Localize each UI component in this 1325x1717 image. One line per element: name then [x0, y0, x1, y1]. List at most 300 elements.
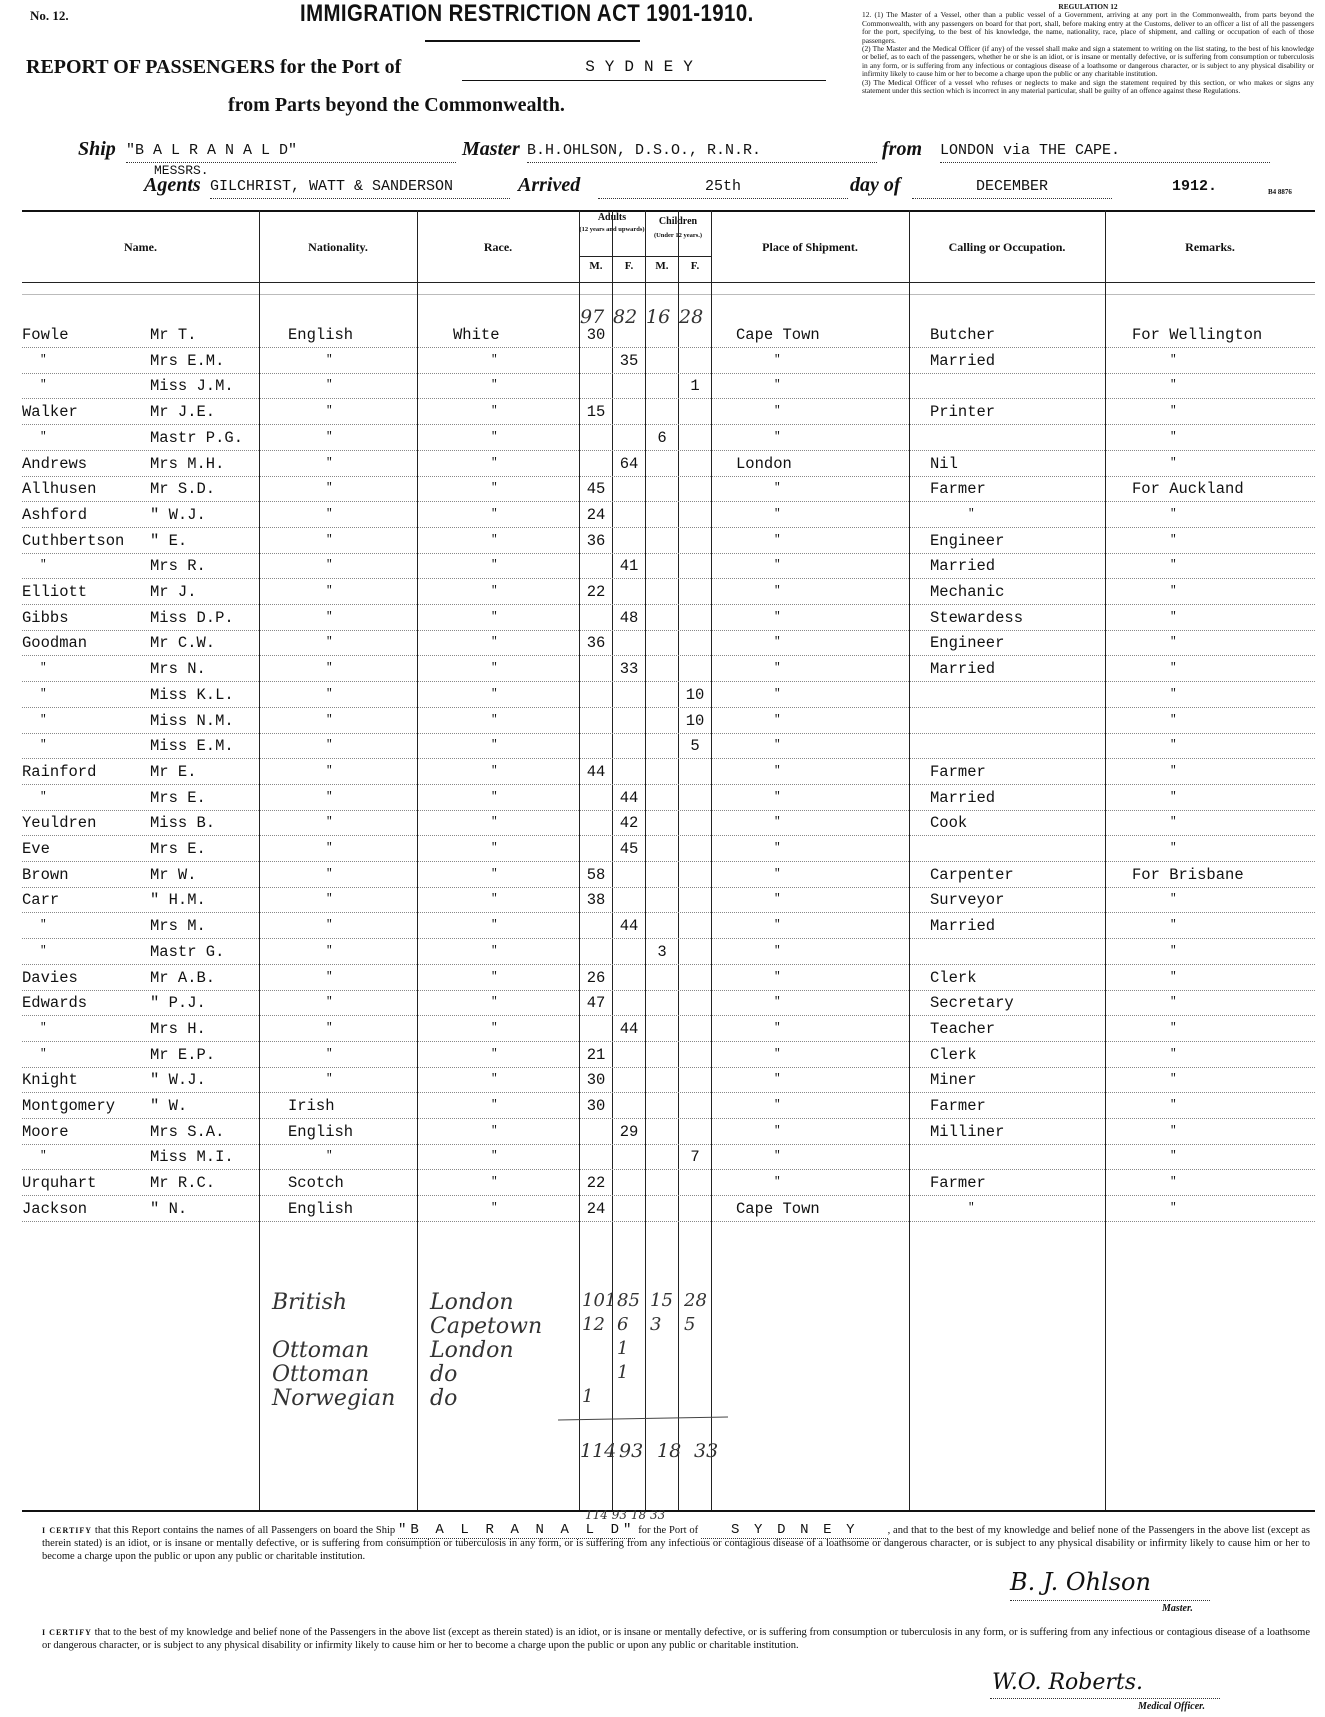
regulations-block [862, 3, 1314, 95]
col-header-race: Race. [483, 240, 513, 254]
passenger-place-of-shipment: " [774, 687, 781, 700]
passenger-place-of-shipment: " [774, 610, 781, 623]
table-row [22, 863, 1315, 888]
passenger-place-of-shipment: " [774, 867, 781, 880]
passenger-adult-female-age: 35 [619, 351, 639, 370]
passenger-surname: " [40, 662, 47, 675]
regulation-clause-1: 12. (1) The Master of a Vessel, other than a public vessel of a Government, arriving at any port in the Commonwealth, from parts beyond the Commonwealth, with any passengers on board for that port, shall, before making entry at the Customs, deliver to an officer a list of all the passengers for the port, specifying, to the best of his knowledge, the name, nationality, race, place of shipment, and calling or occupation of each of those passengers. [862, 10, 1314, 45]
summary-adult-male: 12 [582, 1314, 605, 1335]
passenger-child-female-age: 5 [690, 737, 700, 756]
table-row [22, 966, 1315, 991]
passenger-adult-female-age: 33 [619, 660, 639, 679]
passenger-adult-male-age: 36 [586, 634, 606, 653]
tally-top-am: 97 [580, 306, 605, 328]
passenger-given-name: " W.J. [150, 505, 206, 524]
passenger-given-name: Miss D.P. [150, 608, 234, 627]
agents-prefix: MESSRS. [154, 163, 209, 178]
regulations-heading: REGULATION 12 [1058, 2, 1118, 11]
ship-name: "B A L R A N A L D" [126, 142, 456, 163]
table-row [22, 426, 1315, 451]
passenger-surname: " [40, 713, 47, 726]
passenger-remarks: " [1170, 944, 1177, 957]
passenger-surname: " [40, 430, 47, 443]
col-header-children: Children [658, 216, 698, 227]
passenger-given-name: Mrs E. [150, 788, 206, 807]
passenger-race: " [491, 1099, 498, 1111]
agents-value: GILCHRIST, WATT & SANDERSON [210, 178, 510, 199]
passenger-given-name: Mrs M.H. [150, 454, 225, 473]
passenger-surname: " [40, 687, 47, 700]
master-caption: Master. [1162, 1603, 1193, 1614]
passenger-adult-female-age: 29 [619, 1122, 639, 1141]
table-row [22, 503, 1315, 528]
passenger-race: " [491, 405, 498, 418]
passenger-place-of-shipment: " [774, 430, 781, 443]
master-name: B.H.OHLSON, D.S.O., R.N.R. [527, 142, 877, 163]
master-signature: B. J. Ohlson [1010, 1568, 1151, 1596]
passenger-race: " [491, 1201, 498, 1214]
passenger-occupation: Milliner [930, 1122, 1005, 1141]
passenger-adult-male-age: 44 [586, 762, 606, 781]
passenger-nationality: Scotch [288, 1174, 344, 1193]
report-title: REPORT OF PASSENGERS for the Port of [26, 56, 402, 78]
passenger-race: " [491, 739, 498, 752]
table-row [22, 811, 1315, 836]
passenger-child-male-age: 6 [657, 428, 667, 447]
medical-caption: Medical Officer. [1138, 1701, 1206, 1712]
passenger-place-of-shipment: " [774, 713, 781, 726]
passenger-place-of-shipment: " [774, 893, 781, 906]
passenger-given-name: Mr A.B. [150, 968, 216, 987]
passenger-adult-male-age: 30 [586, 326, 606, 344]
summary-nationality: Ottoman [272, 1362, 370, 1387]
total-cm: 18 [657, 1440, 682, 1462]
passenger-race: " [491, 1021, 498, 1034]
summary-adult-female: 1 [617, 1362, 629, 1383]
passenger-nationality: " [326, 1047, 333, 1060]
summary-place: do [430, 1362, 458, 1387]
master-cert-part1: that this Report contains the names of all Passengers on board the Ship [92, 1525, 398, 1536]
year-value: 1912. [1172, 178, 1218, 195]
passenger-nationality: " [326, 482, 333, 495]
summary-adult-female: 85 [617, 1290, 640, 1311]
passenger-occupation: Engineer [930, 634, 1005, 653]
passenger-place-of-shipment: " [774, 507, 781, 520]
passenger-adult-female-age: 64 [619, 454, 639, 473]
passenger-given-name: Miss K.L. [150, 685, 234, 704]
passenger-surname: Urquhart [22, 1174, 97, 1193]
passenger-remarks: " [1170, 610, 1177, 623]
passenger-given-name: " N. [150, 1199, 188, 1218]
master-label: Master [462, 138, 520, 160]
master-cert-part3: , and that to the best of my knowledge and belief none of the Passengers in the above list (except as therein stated) is an idiot, or is insane or mentally defective, or is suffering from consumption or tuberculosis in any form, or is suffering from any infectious or contagious disease of a loathsome or dangerous character, or is subject to any physical disability or infirmity likely to cause him or her to become a charge upon the public or upon any public or charitable institution. [42, 1525, 1310, 1562]
passenger-surname: " [40, 559, 47, 572]
passenger-nationality: " [326, 559, 333, 572]
table-row [22, 1068, 1315, 1093]
passenger-remarks: " [1170, 507, 1177, 520]
table-row [22, 683, 1315, 708]
passenger-race: " [491, 816, 498, 829]
table-row [22, 1171, 1315, 1196]
medical-certificate [42, 1626, 1310, 1652]
passenger-place-of-shipment: " [774, 739, 781, 752]
passenger-place-of-shipment: " [774, 1073, 781, 1086]
passenger-race: " [491, 893, 498, 906]
master-signature-line [1010, 1600, 1210, 1601]
passenger-remarks: " [1170, 1201, 1177, 1214]
passenger-surname: Eve [22, 840, 50, 858]
table-row [22, 709, 1315, 734]
passenger-place-of-shipment: " [774, 1099, 781, 1111]
passenger-race: " [491, 533, 498, 546]
passenger-remarks: " [1170, 559, 1177, 572]
passenger-adult-male-age: 24 [586, 1199, 606, 1218]
passenger-adult-female-age: 44 [619, 917, 639, 936]
col-header-calling: Calling or Occupation. [948, 240, 1066, 254]
passenger-place-of-shipment: " [774, 842, 781, 854]
master-certificate [42, 1524, 1310, 1563]
tally-top-cm: 16 [646, 306, 671, 328]
passenger-adult-male-age: 36 [586, 531, 606, 550]
passenger-given-name: Mr C.W. [150, 634, 216, 653]
passenger-given-name: Miss M.I. [150, 1148, 234, 1167]
passenger-nationality: " [326, 867, 333, 880]
act-title: IMMIGRATION RESTRICTION ACT 1901-1910. [300, 0, 754, 27]
passenger-remarks: " [1170, 533, 1177, 546]
passenger-remarks: For Wellington [1132, 326, 1263, 344]
passenger-place-of-shipment: " [774, 533, 781, 546]
passenger-remarks: " [1170, 430, 1177, 443]
summary-place: London [430, 1290, 514, 1315]
passenger-surname: Cuthbertson [22, 531, 125, 550]
total-am: 114 [580, 1440, 617, 1462]
from-label: from [882, 138, 922, 160]
passenger-occupation: Married [930, 917, 996, 936]
passenger-child-female-age: 10 [685, 711, 705, 730]
passenger-nationality: " [326, 610, 333, 623]
table-row [22, 580, 1315, 605]
passenger-remarks: " [1170, 687, 1177, 700]
master-cert-ship: "B A L R A N A L D" [397, 1522, 636, 1538]
passenger-surname: " [40, 353, 47, 366]
passenger-surname: Walker [22, 403, 78, 422]
passenger-place-of-shipment: " [774, 816, 781, 829]
table-row [22, 529, 1315, 554]
table-row [22, 554, 1315, 579]
passenger-surname: Carr [22, 891, 60, 910]
table-row [22, 374, 1315, 399]
passenger-nationality: English [288, 1199, 354, 1218]
arrived-day: 25th [598, 178, 848, 199]
passenger-surname: Montgomery [22, 1097, 116, 1115]
table-row [22, 477, 1315, 502]
passenger-remarks: " [1170, 764, 1177, 777]
passenger-race: " [491, 1176, 498, 1189]
passenger-surname: Brown [22, 865, 69, 884]
passenger-given-name: Mrs S.A. [150, 1122, 225, 1141]
summary-place: London [430, 1338, 514, 1363]
passenger-adult-male-age: 26 [586, 968, 606, 987]
passenger-nationality: " [326, 662, 333, 675]
passenger-remarks: " [1170, 842, 1177, 854]
passenger-occupation: Married [930, 351, 996, 370]
table-row [22, 837, 1315, 862]
passenger-adult-male-age: 30 [586, 1097, 606, 1115]
passenger-surname: " [40, 1021, 47, 1034]
passenger-given-name: " E. [150, 531, 188, 550]
passenger-race: " [491, 687, 498, 700]
table-row [22, 1120, 1315, 1145]
passenger-race: " [491, 662, 498, 675]
table-row [22, 400, 1315, 425]
passenger-occupation: Secretary [930, 994, 1014, 1013]
passenger-surname: Elliott [22, 583, 88, 601]
passenger-surname: " [40, 919, 47, 932]
passenger-nationality: " [326, 764, 333, 777]
passenger-adult-male-age: 15 [586, 403, 606, 422]
table-row [22, 323, 1315, 348]
from-parts-title: from Parts beyond the Commonwealth. [228, 94, 565, 116]
table-row [22, 1145, 1315, 1170]
passenger-surname: " [40, 790, 47, 803]
table-row [22, 631, 1315, 656]
summary-child-female: 28 [684, 1290, 707, 1311]
passenger-place-of-shipment: " [774, 944, 781, 957]
passenger-given-name: Mrs E. [150, 840, 206, 858]
table-row [22, 452, 1315, 477]
passenger-surname: Andrews [22, 454, 88, 473]
passenger-nationality: " [326, 507, 333, 520]
passenger-occupation: Nil [930, 454, 958, 473]
passenger-adult-female-age: 44 [619, 1019, 639, 1038]
day-of-label: day of [850, 174, 901, 196]
passenger-nationality: " [326, 1073, 333, 1086]
table-row [22, 888, 1315, 913]
passenger-race: " [491, 713, 498, 726]
passenger-remarks: " [1170, 816, 1177, 829]
passenger-adult-female-age: 48 [619, 608, 639, 627]
month-value: DECEMBER [912, 178, 1112, 199]
regulation-clause-3: (3) The Medical Officer of a vessel who refuses or neglects to make and sign the statement required by this section, or who makes or signs any statement under this section which is incorrect in any material particular, shall be guilty of an offence against these Regulations. [862, 77, 1314, 96]
totals-small-cm: 18 [630, 1508, 647, 1522]
total-cf: 33 [694, 1440, 719, 1462]
passenger-remarks: " [1170, 585, 1177, 597]
col-header-adults-sub: (12 years and upwards) [579, 226, 645, 233]
passenger-nationality: " [326, 636, 333, 649]
passenger-surname: Ashford [22, 505, 88, 524]
col-header-child-m: M. [655, 260, 669, 272]
passenger-remarks: " [1170, 1176, 1177, 1189]
summary-child-male: 15 [650, 1290, 673, 1311]
summary-place: do [430, 1386, 458, 1411]
summary-adult-female: 6 [617, 1314, 629, 1335]
passenger-surname: Goodman [22, 634, 88, 653]
passenger-remarks: " [1170, 379, 1177, 392]
passenger-place-of-shipment: " [774, 405, 781, 418]
passenger-occupation: Farmer [930, 762, 986, 781]
passenger-given-name: Miss N.M. [150, 711, 234, 730]
passenger-nationality: " [326, 739, 333, 752]
passenger-adult-male-age: 21 [586, 1045, 606, 1064]
passenger-occupation: Surveyor [930, 891, 1005, 910]
passenger-given-name: Mr J. [150, 583, 197, 601]
passenger-race: " [491, 944, 498, 957]
passenger-given-name: Miss E.M. [150, 737, 234, 756]
passenger-surname: Knight [22, 1071, 78, 1090]
passenger-adult-male-age: 22 [586, 1174, 606, 1193]
passenger-child-female-age: 7 [690, 1148, 700, 1167]
passenger-given-name: Mastr P.G. [150, 428, 244, 447]
passenger-race: " [491, 430, 498, 443]
title-rule [425, 40, 640, 42]
master-cert-part2: for the Port of [635, 1525, 702, 1536]
passenger-occupation: Cook [930, 814, 968, 833]
passenger-remarks: " [1170, 996, 1177, 1009]
passenger-place-of-shipment: " [774, 790, 781, 803]
passenger-remarks: " [1170, 1073, 1177, 1086]
col-header-remarks: Remarks. [1185, 240, 1235, 254]
passenger-occupation: Clerk [930, 1045, 977, 1064]
passenger-race: " [491, 867, 498, 880]
passenger-occupation: Stewardess [930, 608, 1024, 627]
medical-cert-body: that to the best of my knowledge and belief none of the Passengers in the above list (except as therein stated) is an idiot, or is insane or mentally defective, or is suffering from consumption or tuberculosis in any form, or is suffering from any infectious or contagious disease of a loathsome or dangerous character, or is subject to any physical disability or infirmity likely to cause him or her to become a charge upon the public or upon any public or charitable institution. [42, 1627, 1310, 1651]
passenger-remarks: " [1170, 456, 1177, 469]
passenger-given-name: Mr J.E. [150, 403, 216, 422]
passenger-adult-female-age: 44 [619, 788, 639, 807]
passenger-given-name: Mrs E.M. [150, 351, 225, 370]
passenger-given-name: Miss B. [150, 814, 216, 833]
passenger-nationality: " [326, 379, 333, 392]
passenger-child-female-age: 1 [690, 377, 700, 396]
passenger-nationality: " [326, 713, 333, 726]
passenger-given-name: Mr T. [150, 326, 197, 344]
passenger-given-name: Mr E. [150, 762, 197, 781]
passenger-race: " [491, 1073, 498, 1086]
passenger-race: " [491, 353, 498, 366]
passenger-given-name: " H.M. [150, 891, 206, 910]
passenger-nationality: Irish [288, 1097, 335, 1115]
passenger-child-male-age: 3 [657, 942, 667, 961]
passenger-race: " [491, 610, 498, 623]
ship-label: Ship [78, 138, 116, 160]
passenger-given-name: Mrs M. [150, 917, 206, 936]
passenger-occupation: Mechanic [930, 583, 1005, 601]
summary-place: Capetown [430, 1314, 543, 1339]
medical-cert-lead: I CERTIFY [42, 1628, 92, 1637]
passenger-nationality: " [326, 456, 333, 469]
col-header-adult-f: F. [624, 260, 634, 272]
col-header-adult-m: M. [589, 260, 603, 272]
passenger-nationality: " [326, 353, 333, 366]
passenger-place-of-shipment: " [774, 1150, 781, 1163]
passenger-nationality: " [326, 996, 333, 1009]
summary-adult-male: 1 [582, 1386, 594, 1407]
passenger-adult-male-age: 22 [586, 583, 606, 601]
passenger-surname: Allhusen [22, 480, 97, 499]
passenger-remarks: " [1170, 739, 1177, 752]
passenger-occupation: Married [930, 788, 996, 807]
passenger-race: " [491, 1150, 498, 1163]
passenger-place-of-shipment: " [774, 559, 781, 572]
passenger-occupation: Married [930, 557, 996, 576]
passenger-remarks: " [1170, 1021, 1177, 1034]
passenger-nationality: " [326, 842, 333, 854]
passenger-place-of-shipment: " [774, 1124, 781, 1137]
passenger-nationality: " [326, 1021, 333, 1034]
passenger-given-name: " W. [150, 1097, 188, 1115]
passenger-surname: Fowle [22, 326, 69, 344]
passenger-nationality: English [288, 326, 354, 344]
table-row [22, 1197, 1315, 1222]
passenger-adult-male-age: 38 [586, 891, 606, 910]
table-row [22, 786, 1315, 811]
passenger-adult-female-age: 41 [619, 557, 639, 576]
form-number: No. 12. [30, 8, 69, 23]
col-header-adults: Adults [597, 212, 627, 223]
master-cert-lead: I CERTIFY [42, 1526, 93, 1535]
passenger-remarks: " [1170, 1047, 1177, 1060]
passenger-race: " [491, 764, 498, 777]
regulation-clause-2: (2) The Master and the Medical Officer (if any) of the vessel shall make and sign a statement to writing on the list stating, to the best of his knowledge or belief, as to each of the passengers, whether he or she is an idiot, or is insane or mentally defective, or is suffering from consumption or tuberculosis in any form, or is suffering from any infectious or contagious disease of a loathsome or dangerous character, or is subject to any physical disability or infirmity likely to cause him or her to become a charge upon the public or any charitable institution. [862, 44, 1314, 79]
passenger-race: " [491, 1047, 498, 1060]
passenger-given-name: Mastr G. [150, 942, 225, 961]
passenger-given-name: Mr R.C. [150, 1174, 216, 1193]
agents-label: Agents [144, 174, 201, 196]
passenger-race: " [491, 507, 498, 520]
passenger-place-of-shipment: " [774, 379, 781, 392]
table-row [22, 914, 1315, 939]
passenger-surname: " [40, 944, 47, 957]
passenger-remarks: " [1170, 970, 1177, 983]
passenger-nationality: " [326, 970, 333, 983]
passenger-race: White [453, 326, 500, 344]
passenger-occupation: " [968, 507, 975, 520]
tally-top-af: 82 [613, 306, 638, 328]
passenger-adult-female-age: 45 [619, 840, 639, 858]
medical-signature: W.O. Roberts. [992, 1670, 1144, 1695]
passenger-place-of-shipment: " [774, 636, 781, 649]
passenger-nationality: " [326, 893, 333, 906]
passenger-remarks: " [1170, 790, 1177, 803]
form-code: B4 8876 [1268, 188, 1292, 196]
totals-small [585, 1508, 665, 1522]
passenger-surname: " [40, 379, 47, 392]
passenger-given-name: Mrs N. [150, 660, 206, 679]
passenger-given-name: " W.J. [150, 1071, 206, 1090]
passenger-place-of-shipment: " [774, 482, 781, 495]
passenger-place-of-shipment: " [774, 996, 781, 1009]
passenger-given-name: Mr E.P. [150, 1045, 216, 1064]
tally-top-cf: 28 [679, 306, 704, 328]
passenger-adult-male-age: 45 [586, 480, 606, 499]
passenger-occupation: Engineer [930, 531, 1005, 550]
passenger-surname: Moore [22, 1122, 69, 1141]
passenger-race: " [491, 456, 498, 469]
passenger-given-name: Mr W. [150, 865, 197, 884]
passenger-surname: Rainford [22, 762, 97, 781]
arrived-label: Arrived [518, 174, 581, 196]
passenger-race: " [491, 585, 498, 597]
passenger-place-of-shipment: " [774, 764, 781, 777]
passenger-remarks: " [1170, 636, 1177, 649]
passenger-remarks: For Auckland [1132, 480, 1244, 499]
passenger-surname: " [40, 739, 47, 752]
passenger-nationality: English [288, 1122, 354, 1141]
passenger-given-name: Mrs H. [150, 1019, 206, 1038]
passenger-remarks: " [1170, 353, 1177, 366]
passenger-place-of-shipment: " [774, 1047, 781, 1060]
port-field: SYDNEY [462, 58, 826, 81]
